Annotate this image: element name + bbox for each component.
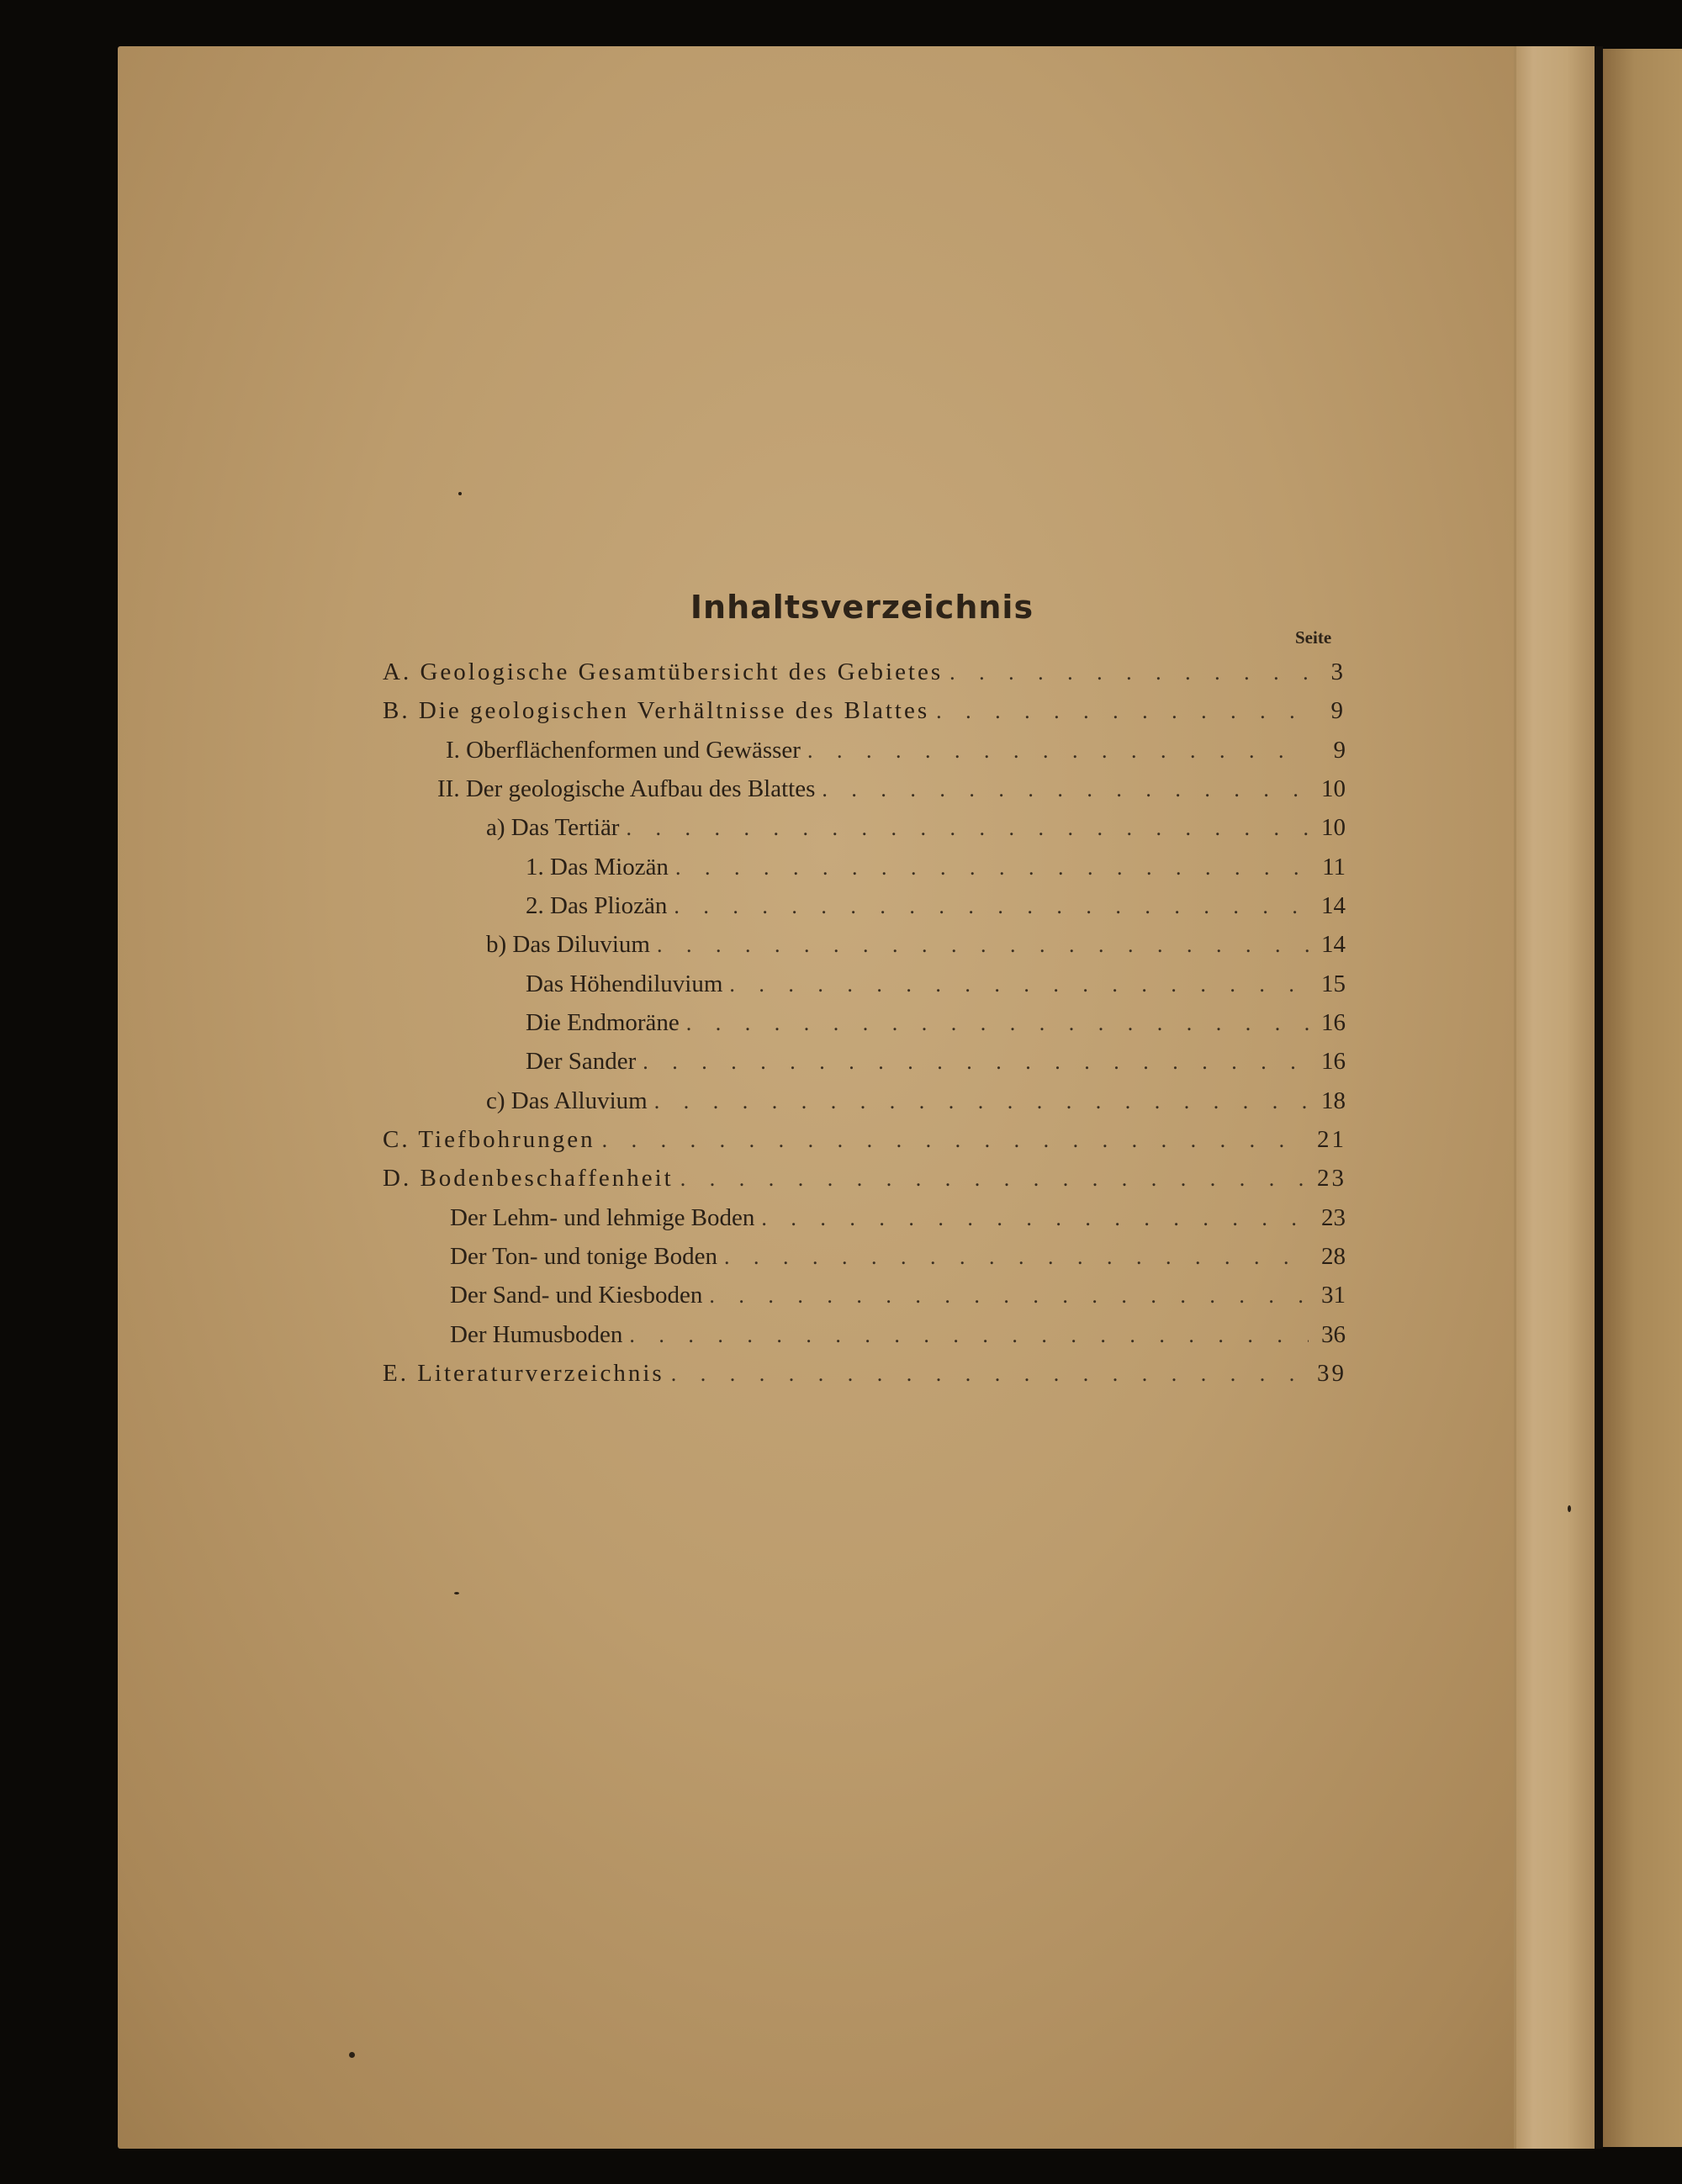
toc-entry-page: 9: [1333, 737, 1346, 764]
toc-entry: [383, 1126, 1346, 1160]
toc-entry: [526, 1048, 1346, 1081]
dot-leader: [761, 1206, 1309, 1231]
toc-entry-label: C. Tiefbohrungen: [383, 1126, 595, 1153]
paper-speck: [1568, 1505, 1571, 1512]
toc-entry-page: 21: [1317, 1126, 1346, 1153]
toc-entry: [450, 1243, 1346, 1277]
toc-entry: [383, 658, 1346, 692]
toc-title: Inhaltsverzeichnis: [690, 589, 1034, 626]
toc-entry: [450, 1321, 1346, 1355]
toc-entry: [526, 1009, 1346, 1043]
dot-leader: [675, 855, 1309, 880]
toc-entry-label: II. Der geologische Aufbau des Blattes: [437, 775, 816, 802]
toc-entry-page: 16: [1321, 1009, 1346, 1036]
toc-entry: [486, 1087, 1346, 1121]
dot-leader: [822, 777, 1309, 802]
toc-entry-label: Der Ton- und tonige Boden: [450, 1243, 717, 1270]
toc-entry-page: 10: [1321, 775, 1346, 802]
dot-leader: [686, 1011, 1309, 1036]
toc-entry-label: Der Humusboden: [450, 1321, 623, 1348]
toc-entry-page: 14: [1321, 931, 1346, 958]
toc-entry-page: 28: [1321, 1243, 1346, 1270]
dot-leader: [671, 1362, 1309, 1387]
toc-entry-label: B. Die geologischen Verhältnisse des Blattes: [383, 697, 930, 724]
toc-entry: [446, 737, 1346, 770]
toc-entry-page: 39: [1317, 1360, 1346, 1387]
toc-entry-page: 14: [1321, 892, 1346, 919]
toc-entry: [383, 1165, 1346, 1198]
page-column-header: Seite: [1295, 627, 1332, 648]
toc-entry-label: I. Oberflächenformen und Gewässer: [446, 737, 801, 764]
dot-leader: [643, 1050, 1309, 1075]
paper-speck: [349, 2052, 355, 2058]
dot-leader: [657, 933, 1309, 958]
dot-leader: [724, 1245, 1309, 1270]
dot-leader: [709, 1283, 1309, 1309]
toc-entry: [486, 814, 1346, 848]
toc-entry-label: Das Höhendiluvium: [526, 970, 723, 997]
dot-leader: [729, 972, 1309, 997]
toc-entry: [486, 931, 1346, 965]
dot-leader: [949, 660, 1309, 685]
toc-entry-page: 36: [1321, 1321, 1346, 1348]
toc-entry-label: Die Endmoräne: [526, 1009, 680, 1036]
dot-leader: [654, 1089, 1309, 1114]
toc-entry-label: Der Sander: [526, 1048, 637, 1075]
toc-entry: [383, 1360, 1346, 1393]
toc-entry-page: 16: [1321, 1048, 1346, 1075]
paper-speck: [454, 1592, 459, 1594]
toc-entry-label: 1. Das Miozän: [526, 854, 669, 880]
toc-entry-page: 10: [1321, 814, 1346, 841]
dot-leader: [680, 1166, 1309, 1192]
toc-entry-page: 18: [1321, 1087, 1346, 1114]
toc-entry-label: D. Bodenbeschaffenheit: [383, 1165, 674, 1192]
dot-leader: [602, 1128, 1309, 1153]
toc-entry-page: 11: [1322, 854, 1346, 880]
toc-entry: [383, 697, 1346, 731]
toc-entry: [450, 1204, 1346, 1238]
toc-entry-label: Der Sand- und Kiesboden: [450, 1282, 703, 1309]
paper-speck: [458, 492, 462, 495]
toc-entry-label: c) Das Alluvium: [486, 1087, 648, 1114]
toc-entry: [526, 854, 1346, 887]
toc-entry-label: Der Lehm- und lehmige Boden: [450, 1204, 755, 1231]
toc-entry-page: 3: [1330, 658, 1346, 685]
toc-entry-page: 23: [1321, 1204, 1346, 1231]
dot-leader: [629, 1323, 1309, 1348]
toc-entry-page: 9: [1330, 697, 1346, 724]
toc-entry: [450, 1282, 1346, 1315]
toc-entry-label: A. Geologische Gesamtübersicht des Gebietes: [383, 658, 944, 685]
toc-entry-page: 31: [1321, 1282, 1346, 1309]
toc-entry: [437, 775, 1346, 809]
toc-entry: [526, 892, 1346, 926]
toc-entry-label: E. Literaturverzeichnis: [383, 1360, 664, 1387]
toc-entry-label: a) Das Tertiär: [486, 814, 620, 841]
dot-leader: [936, 699, 1309, 724]
toc-entry-label: 2. Das Pliozän: [526, 892, 668, 919]
dot-leader: [674, 894, 1309, 919]
toc-entry-page: 15: [1321, 970, 1346, 997]
toc-entry-page: 23: [1317, 1165, 1346, 1192]
dot-leader: [626, 816, 1309, 841]
toc-entry: [526, 970, 1346, 1004]
toc-entry-label: b) Das Diluvium: [486, 931, 650, 958]
dot-leader: [807, 738, 1309, 764]
